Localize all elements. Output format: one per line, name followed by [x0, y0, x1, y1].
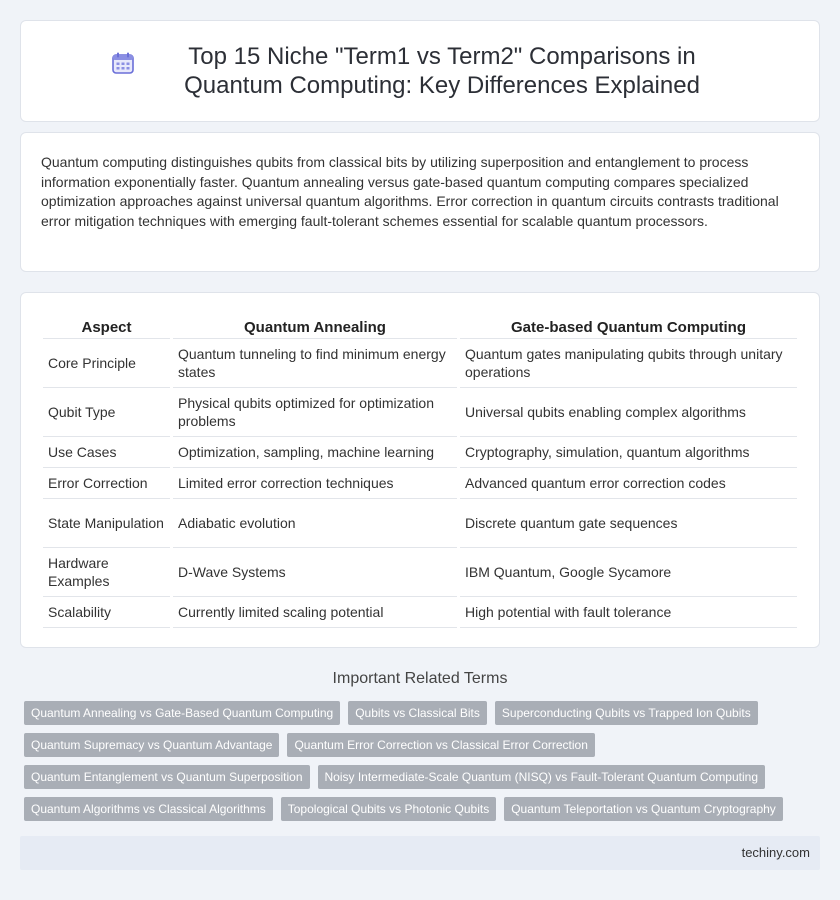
related-terms-list — [24, 701, 804, 829]
column-header-aspect: Aspect — [43, 315, 170, 339]
related-terms-heading: Important Related Terms — [332, 670, 508, 687]
annealing-cell: Currently limited scaling potential — [173, 597, 457, 628]
gate-based-cell: Quantum gates manipulating qubits through unitary operations — [460, 339, 797, 388]
related-term-tag[interactable]: Quantum Error Correction vs Classical Error Correction — [287, 733, 594, 757]
aspect-cell: Use Cases — [43, 437, 170, 468]
table-row — [43, 499, 797, 548]
footer-site-link[interactable]: techiny.com — [741, 845, 810, 860]
related-term-tag[interactable]: Noisy Intermediate-Scale Quantum (NISQ) vs Fault-Tolerant Quantum Computing — [318, 765, 766, 789]
table-row — [43, 339, 797, 388]
tag-row — [24, 733, 804, 757]
aspect-cell: Error Correction — [43, 468, 170, 499]
related-term-tag[interactable]: Topological Qubits vs Photonic Qubits — [281, 797, 496, 821]
gate-based-cell: IBM Quantum, Google Sycamore — [460, 548, 797, 597]
title-card — [20, 20, 820, 122]
annealing-cell: D-Wave Systems — [173, 548, 457, 597]
tag-row — [24, 701, 804, 725]
gate-based-cell: Universal qubits enabling complex algorithms — [460, 388, 797, 437]
aspect-cell: Qubit Type — [43, 388, 170, 437]
table-row — [43, 437, 797, 468]
table-row — [43, 468, 797, 499]
aspect-cell: Hardware Examples — [43, 548, 170, 597]
annealing-cell: Quantum tunneling to find minimum energy states — [173, 339, 457, 388]
related-term-tag[interactable]: Quantum Supremacy vs Quantum Advantage — [24, 733, 279, 757]
page-title: Top 15 Niche "Term1 vs Term2" Comparisons in Quantum Computing: Key Differences Explained — [184, 43, 700, 99]
comparison-table-card — [20, 292, 820, 648]
intro-paragraph: Quantum computing distinguishes qubits from classical bits by utilizing superposition and entanglement to process information exponentially faster. Quantum annealing versus gate-based quantum computing compares specialized optimization approaches against universal quantum algorithms. Error correction in quantum circuits contrasts traditional error mitigation techniques with emerging fault-tolerant schemes essential for scalable quantum processors. — [41, 154, 779, 229]
annealing-cell: Physical qubits optimized for optimization problems — [173, 388, 457, 437]
comparison-table — [40, 315, 800, 628]
gate-based-cell: Cryptography, simulation, quantum algorithms — [460, 437, 797, 468]
table-header-row — [43, 315, 797, 339]
aspect-cell: State Manipulation — [43, 499, 170, 548]
related-term-tag[interactable]: Quantum Teleportation vs Quantum Cryptography — [504, 797, 783, 821]
table-row — [43, 388, 797, 437]
table-row — [43, 548, 797, 597]
tag-row — [24, 765, 804, 789]
title-wrap — [110, 42, 730, 100]
calendar-icon — [110, 50, 136, 76]
gate-based-cell: Discrete quantum gate sequences — [460, 499, 797, 548]
related-term-tag[interactable]: Superconducting Qubits vs Trapped Ion Qubits — [495, 701, 758, 725]
related-term-tag[interactable]: Quantum Entanglement vs Quantum Superposition — [24, 765, 310, 789]
related-term-tag[interactable]: Quantum Algorithms vs Classical Algorithms — [24, 797, 273, 821]
footer — [20, 836, 820, 870]
aspect-cell: Core Principle — [43, 339, 170, 388]
gate-based-cell: High potential with fault tolerance — [460, 597, 797, 628]
column-header-gate-based: Gate-based Quantum Computing — [460, 315, 797, 339]
gate-based-cell: Advanced quantum error correction codes — [460, 468, 797, 499]
annealing-cell: Adiabatic evolution — [173, 499, 457, 548]
annealing-cell: Optimization, sampling, machine learning — [173, 437, 457, 468]
annealing-cell: Limited error correction techniques — [173, 468, 457, 499]
aspect-cell: Scalability — [43, 597, 170, 628]
tag-row — [24, 797, 804, 821]
table-row — [43, 597, 797, 628]
related-term-tag[interactable]: Quantum Annealing vs Gate-Based Quantum Computing — [24, 701, 340, 725]
column-header-quantum-annealing: Quantum Annealing — [173, 315, 457, 339]
related-term-tag[interactable]: Qubits vs Classical Bits — [348, 701, 487, 725]
intro-card — [20, 132, 820, 272]
